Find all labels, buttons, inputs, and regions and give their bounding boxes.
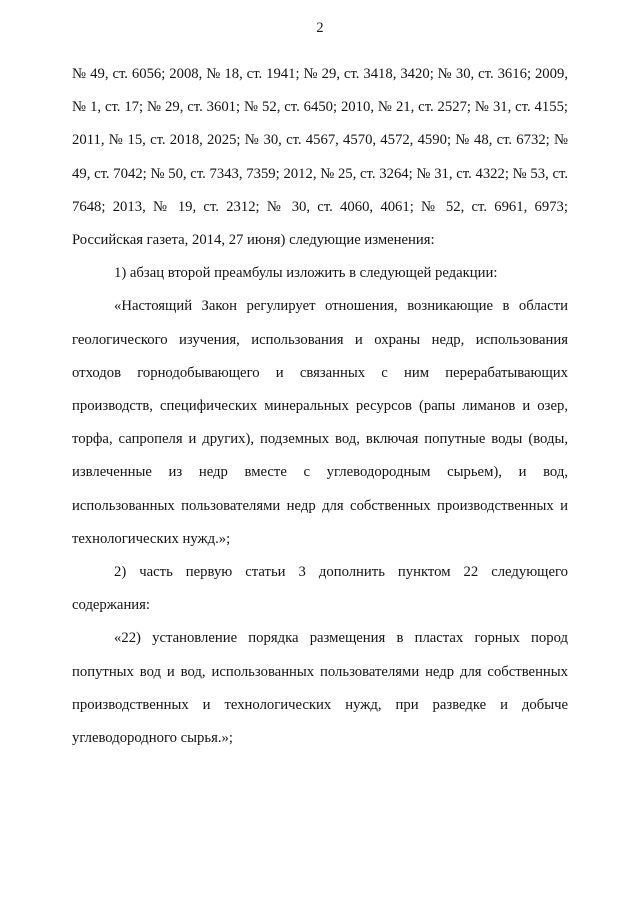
- document-body: [72, 58, 568, 755]
- paragraph-item-1: 1) абзац второй преамбулы изложить в следующей редакции:: [114, 265, 498, 282]
- paragraph-item-2: 2) часть первую статьи 3 дополнить пунктом 22 следующего содержания:: [72, 564, 568, 614]
- paragraph-quote-1: «Настоящий Закон регулирует отношения, возникающие в области геологического изучения, использования и охраны недр, использования отходов горнодобывающего и связанных с ним перерабатывающих производств, специфических минеральных ресурсов (рапы лиманов и озер, торфа, сапропеля и других), подземных вод, включая попутные воды (воды, извлеченные из недр вместе с углеводородным сырьем), и вод, использованных пользователями недр для собственных производственных и технологических нужд.»;: [72, 298, 568, 547]
- page-number: 2: [316, 20, 324, 36]
- paragraph-quote-2: «22) установление порядка размещения в пластах горных пород попутных вод и вод, использованных пользователями недр для собственных производственных и технологических нужд, при разведке и добыче углеводородного сырья.»;: [72, 630, 568, 747]
- paragraph-citations: № 49, ст. 6056; 2008, № 18, ст. 1941; № 29, ст. 3418, 3420; № 30, ст. 3616; 2009, № 1, ст. 17; № 29, ст. 3601; № 52, ст. 6450; 2010, № 21, ст. 2527; № 31, ст. 4155; 2011, № 15, ст. 2018, 2025; № 30, ст. 4567, 4570, 4572, 4590; № 48, ст. 6732; № 49, ст. 7042; № 50, ст. 7343, 7359; 2012, № 25, ст. 3264; № 31, ст. 4322; № 53, ст. 7648; 2013, № 19, ст. 2312; № 30, ст. 4060, 4061; № 52, ст. 6961, 6973; Российская газета, 2014, 27 июня) следующие изменения:: [72, 66, 568, 249]
